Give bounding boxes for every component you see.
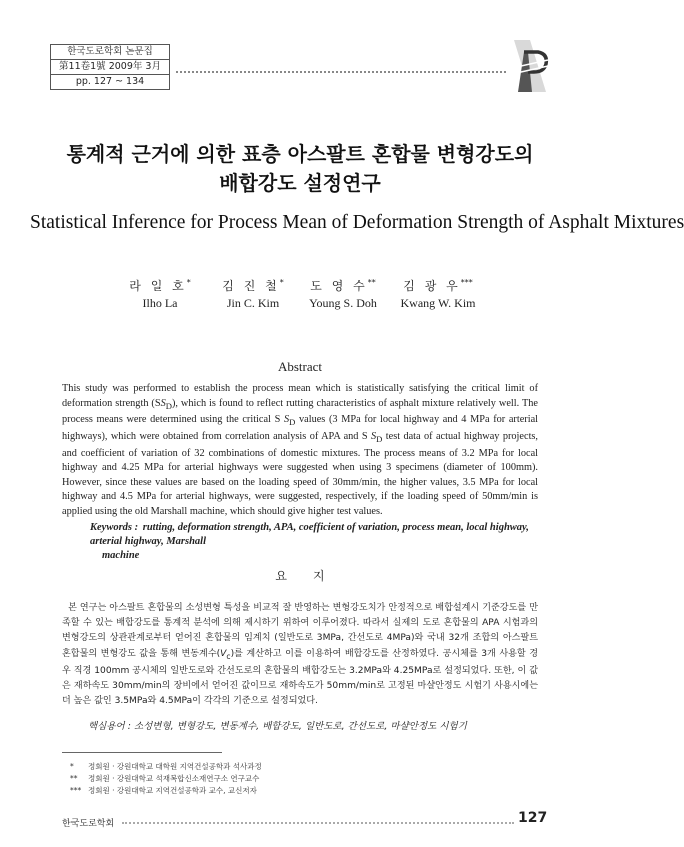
abstract-sub-3: D — [376, 433, 383, 444]
author-3-ko: 도 영 수 — [310, 279, 368, 293]
korean-summary-text-1: 본 연구는 아스팔트 혼합물의 소성변형 특성을 비교적 잘 반영하는 변형강도치가 안정적으로 배합설계시 기준강도를 만족할 수 있는 배합강도를 통계적 분석에 의해 제시하기 위하여 이루어졌다. 따라서 실제의 도로 혼합물의 APA 시험과의 변형강도의 상관관계로부터 얻어진 혼합물의 임계치 (일반도로 3MPa, 간선도로 4MPa)와 국내 32개 조합의 아스팔트 혼합물의 변형강도 값을 통해 변동계수( — [62, 603, 538, 659]
footnote-2-mark: ** — [70, 774, 78, 783]
journal-pages: pp. 127 ~ 134 — [75, 76, 145, 87]
footnotes — [70, 761, 450, 797]
journal-volume: 第11卷1號 2009年 3月 — [51, 60, 169, 75]
abstract-body: This study was performed to establish the process mean which is statistically satisfying the critical limit of deformation strength $(SS_D)$, which is found to reflect rutting characteristics of asphalt mixture relatively well. The process means were determined using the critical S $S_D$ values (3 MPa for local highway and 4 MPa for arterial highways), which were obtained from correlation analysis of APA and S $S_D$ test data of actual highway projects, and coefficient of variation of 32 combinations of domestic mixtures. The process means of 3.2 MPa for local highway and 4.25 MPa for arterial highways were suggested when using 3 specimens (diameter of 100mm). However, since these values are based on the loading speed of 30mm/min, the higher values, 3.5 MPa for local highway and 4.5 MPa for arterial highways, were suggested, respectively, if the loading speed of 50mm/min is applied using the old Marshall machine, which should give higher test values. — [62, 383, 539, 517]
korean-summary-body — [62, 601, 538, 709]
yoji-heading: 요지 — [275, 569, 351, 583]
keywords-line2: machine — [102, 550, 140, 561]
author-4 — [383, 274, 493, 311]
abstract-text-3: values (3 MPa for local highway and 4 MPa for arterial highways), which were obtained from correlation analysis of APA and S — [62, 414, 539, 442]
footnote-2-text: 정회원 · 강원대학교 석재복합신소재연구소 연구교수 — [88, 774, 260, 783]
footnote-3-text: 정회원 · 강원대학교 지역건설공학과 교수, 교신저자 — [88, 786, 257, 795]
author-1-ko: 라 일 호 — [129, 279, 187, 293]
footnote-1-mark: * — [70, 762, 74, 771]
author-2-en: Jin C. Kim — [226, 296, 280, 310]
cv-subscript: c — [226, 651, 231, 661]
author-3-mark: ** — [367, 278, 376, 287]
footnote-rule — [62, 752, 222, 753]
footer-journal-name: 한국도로학회 — [62, 819, 115, 829]
author-3-en: Young S. Doh — [309, 296, 377, 310]
author-4-mark: *** — [460, 278, 473, 287]
abstract-text-4: test data of actual highway projects, and coefficient of variation of 32 combinations of domestic mixtures. The process means of 3.2 MPa for local highway and 4.25 MPa for arterial highways were suggested when using 3 specimens (diameter of 100mm). However, since these values are based on the loading speed of 30mm/min, the higher values, 3.5 MPa for local highway and 4.5 MPa for arterial highways, were suggested, respectively, if the loading speed of 50mm/min is applied using the old Marshall machine, which should give higher test values. — [62, 430, 539, 517]
korean-title — [40, 140, 560, 198]
abstract-sub-2: D — [289, 417, 296, 428]
header-dotted-rule — [176, 71, 506, 73]
keywords-label: Keywords : — [90, 522, 139, 533]
author-3 — [288, 274, 398, 311]
footnote-1 — [70, 761, 450, 773]
author-1-en: Ilho La — [142, 296, 178, 310]
journal-info-box — [50, 44, 170, 90]
author-1 — [110, 274, 210, 311]
footnote-2 — [70, 773, 450, 785]
footnote-1-text: 정회원 · 강원대학교 대학원 지역건설공학과 석사과정 — [88, 762, 262, 771]
abstract-text-2: ), which is found to reflect rutting characteristics of asphalt mixture relatively well. The process means were determined using the critical S — [62, 397, 538, 426]
english-title: Statistical Inference for Process Mean of Deformation Strength of Asphalt Mixtures — [30, 212, 684, 233]
korean-title-line2: 배합강도 설정연구 — [219, 171, 381, 195]
keywords-line1: rutting, deformation strength, APA, coefficient of variation, process mean, local highway, arterial highway, Marshall — [90, 522, 529, 547]
korean-keywords: 핵심용어 : 소성변형, 변형강도, 변동계수, 배합강도, 일반도로, 간선도로, 마샬안정도 시험기 — [88, 721, 467, 732]
page-number: 127 — [518, 810, 548, 826]
footnote-3 — [70, 785, 450, 797]
korean-title-line1: 통계적 근거에 의한 표층 아스팔트 혼합물 변형강도의 — [66, 142, 534, 166]
abstract-heading: Abstract — [277, 359, 323, 374]
cv-symbol: V — [220, 648, 227, 659]
author-4-en: Kwang W. Kim — [400, 296, 476, 310]
author-2-mark: * — [279, 278, 284, 287]
keywords — [90, 521, 545, 563]
abstract-text-1: This study was performed to establish the process mean which is statistically satisfying the critical limit of deformation strength (S — [62, 383, 538, 409]
author-4-ko: 김 광 우 — [403, 279, 461, 293]
author-2-ko: 김 진 철 — [222, 279, 280, 293]
author-1-mark: * — [186, 278, 191, 287]
journal-logo-icon — [508, 38, 552, 94]
footnote-3-mark: *** — [70, 786, 82, 795]
footer-dotted-rule — [122, 822, 514, 824]
journal-name: 한국도로학회 논문집 — [51, 45, 169, 60]
abstract-sub-1: D — [165, 400, 172, 411]
korean-summary-text-2: )를 계산하고 이를 이용하여 배합강도를 산정하였다. 공시체를 3개 사용할 경우 직경 100mm 공시체의 일반도로와 간선도로의 혼합물의 배합강도는 3.2MPa와 4.25MPa로 설정되었다. 또한, 이 값은 재하속도 30mm/min의 장비에서 얻어진 값이므로 재하속도가 50mm/min로 고정된 마샬안정도 시험기 사용시에는 더 높은 값인 3.5MPa와 4.5MPa이 각각의 기준으로 설정되었다. — [62, 648, 538, 707]
